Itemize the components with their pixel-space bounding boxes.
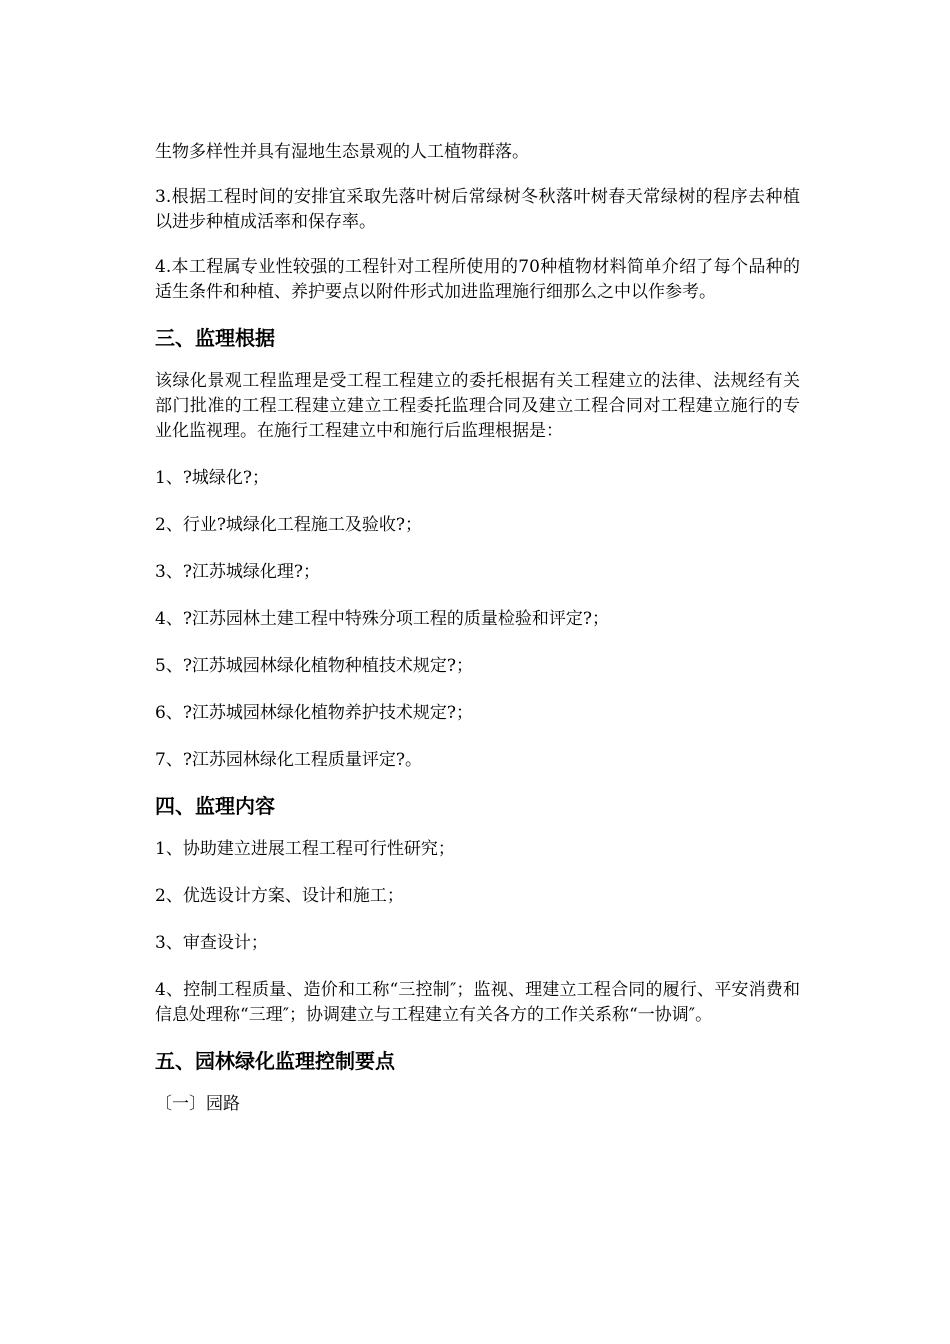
document-page xyxy=(155,140,800,1117)
list-item: 4、控制工程质量、造价和工称“三控制″；监视、理建立工程合同的履行、平安消费和信息处理称“三理″；协调建立与工程建立有关各方的工作关系称“一协调″。 xyxy=(155,980,800,1025)
section-heading: 五、园林绿化监理控制要点 xyxy=(155,1049,395,1073)
paragraph: 生物多样性并具有湿地生态景观的人工植物群落。 xyxy=(155,142,529,162)
list-item: 1、?城绿化?； xyxy=(155,468,270,488)
paragraph: 3.根据工程时间的安排宜采取先落叶树后常绿树冬秋落叶树春天常绿树的程序去种植以进步种植成活率和保存率。 xyxy=(155,187,800,232)
paragraph: 4.本工程属专业性较强的工程针对工程所使用的70种植物材料简单介绍了每个品种的适生条件和种植、养护要点以附件形式加进监理施行细那么之中以作参考。 xyxy=(155,257,800,302)
list-item: 2、行业?城绿化工程施工及验收?； xyxy=(155,515,423,535)
section-heading: 四、监理内容 xyxy=(155,794,275,818)
list-item: 7、?江苏园林绿化工程质量评定?。 xyxy=(155,750,423,770)
list-item: 3、审查设计； xyxy=(155,933,268,953)
subsection-heading: 〔一〕园路 xyxy=(155,1094,240,1114)
list-item: 2、优选设计方案、设计和施工； xyxy=(155,886,404,906)
list-item: 1、协助建立进展工程工程可行性研究； xyxy=(155,839,455,859)
section-heading: 三、监理根据 xyxy=(155,326,275,350)
list-item: 5、?江苏城园林绿化植物种植技术规定?； xyxy=(155,656,474,676)
paragraph: 该绿化景观工程监理是受工程工程建立的委托根据有关工程建立的法律、法规经有关部门批准的工程工程建立建立工程委托监理合同及建立工程合同对工程建立施行的专业化监视理。在施行工程建立中和施行后监理根据是： xyxy=(155,371,800,441)
list-item: 4、?江苏园林土建工程中特殊分项工程的质量检验和评定?； xyxy=(155,609,610,629)
list-item: 3、?江苏城绿化理?； xyxy=(155,562,321,582)
list-item: 6、?江苏城园林绿化植物养护技术规定?； xyxy=(155,703,474,723)
